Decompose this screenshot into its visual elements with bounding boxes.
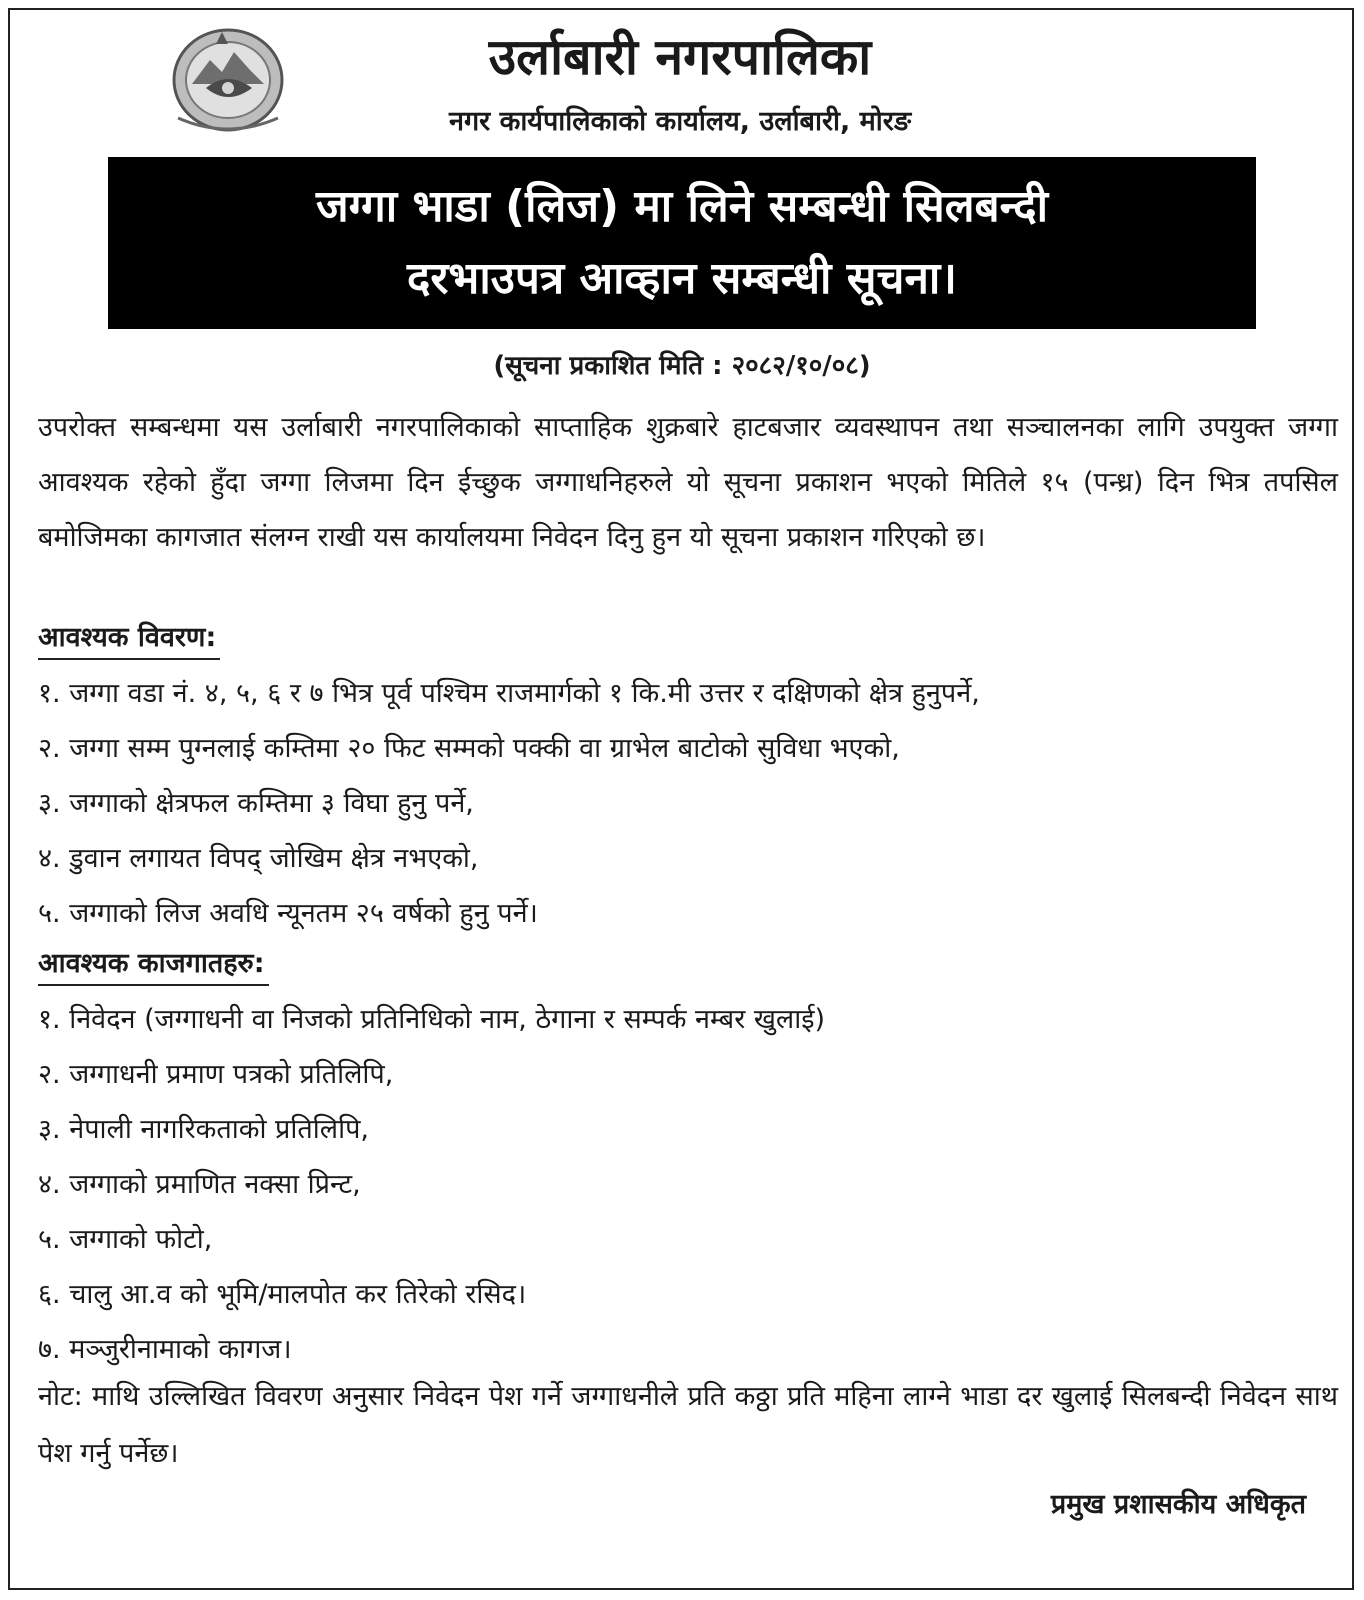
details-list [38,666,1338,941]
list-item: ७. मञ्जुरीनामाको कागज। [38,1334,292,1365]
details-heading: आवश्यक विवरण: [38,618,220,660]
documents-heading: आवश्यक काजगातहरु: [38,944,269,986]
list-item: १. जग्गा वडा नं. ४, ५, ६ र ७ भित्र पूर्व पश्चिम राजमार्गको १ कि.मी उत्तर र दक्षिणको क्षेत्र हुनुपर्ने, [38,678,980,709]
note-paragraph: नोट: माथि उल्लिखित विवरण अनुसार निवेदन पेश गर्ने जग्गाधनीले प्रति कठ्ठा प्रति महिना लाग्ने भाडा दर खुलाई सिलबन्दी निवेदन साथ पेश गर्नु पर्नेछ। [38,1381,1338,1469]
publish-date: (सूचना प्रकाशित मिति : २०८२/१०/०८) [493,351,871,381]
intro-paragraph: उपरोक्त सम्बन्धमा यस उर्लाबारी नगरपालिकाको साप्ताहिक शुक्रबारे हाटबजार व्यवस्थापन तथा सञ्चालनका लागि उपयुक्त जग्गा आवश्यक रहेको हुँदा जग्गा लिजमा दिन ईच्छुक जग्गाधनिहरुले यो सूचना प्रकाशन भएको मितिले १५ (पन्ध्र) दिन भित्र तपसिल बमोजिमका कागजात संलग्न राखी यस कार्यालयमा निवेदन दिनु हुन यो सूचना प्रकाशन गरिएको छ। [38,412,1338,553]
list-item: ५. जग्गाको फोटो, [38,1224,213,1255]
documents-list [38,992,1338,1377]
list-item: ४. जग्गाको प्रमाणित नक्सा प्रिन्ट, [38,1169,361,1200]
office-name: उर्लाबारी नगरपालिका [488,28,872,86]
government-emblem-icon [168,22,288,134]
list-item: २. जग्गा सम्म पुग्नलाई कम्तिमा २० फिट सम्मको पक्की वा ग्राभेल बाटोको सुविधा भएको, [38,733,900,764]
list-item: ३. नेपाली नागरिकताको प्रतिलिपि, [38,1114,370,1145]
list-item: ३. जग्गाको क्षेत्रफल कम्तिमा ३ विघा हुनु पर्ने, [38,788,474,819]
signatory-title: प्रमुख प्रशासकीय अधिकृत [1050,1489,1306,1520]
list-item: २. जग्गाधनी प्रमाण पत्रको प्रतिलिपि, [38,1059,394,1090]
office-address: नगर कार्यपालिकाको कार्यालय, उर्लाबारी, मोरङ [448,106,912,137]
notice-title-line-2: दरभाउपत्र आव्हान सम्बन्धी सूचना। [407,253,957,304]
notice-title-line-1: जग्गा भाडा (लिज) मा लिने सम्बन्धी सिलबन्दी [315,181,1049,232]
notice-title-banner [108,157,1256,329]
list-item: १. निवेदन (जग्गाधनी वा निजको प्रतिनिधिको नाम, ठेगाना र सम्पर्क नम्बर खुलाई) [38,1004,826,1035]
list-item: ६. चालु आ.व को भूमि/मालपोत कर तिरेको रसिद। [38,1279,527,1310]
list-item: ४. डुवान लगायत विपद् जोखिम क्षेत्र नभएको, [38,843,479,874]
list-item: ५. जग्गाको लिज अवधि न्यूनतम २५ वर्षको हुनु पर्ने। [38,898,538,929]
